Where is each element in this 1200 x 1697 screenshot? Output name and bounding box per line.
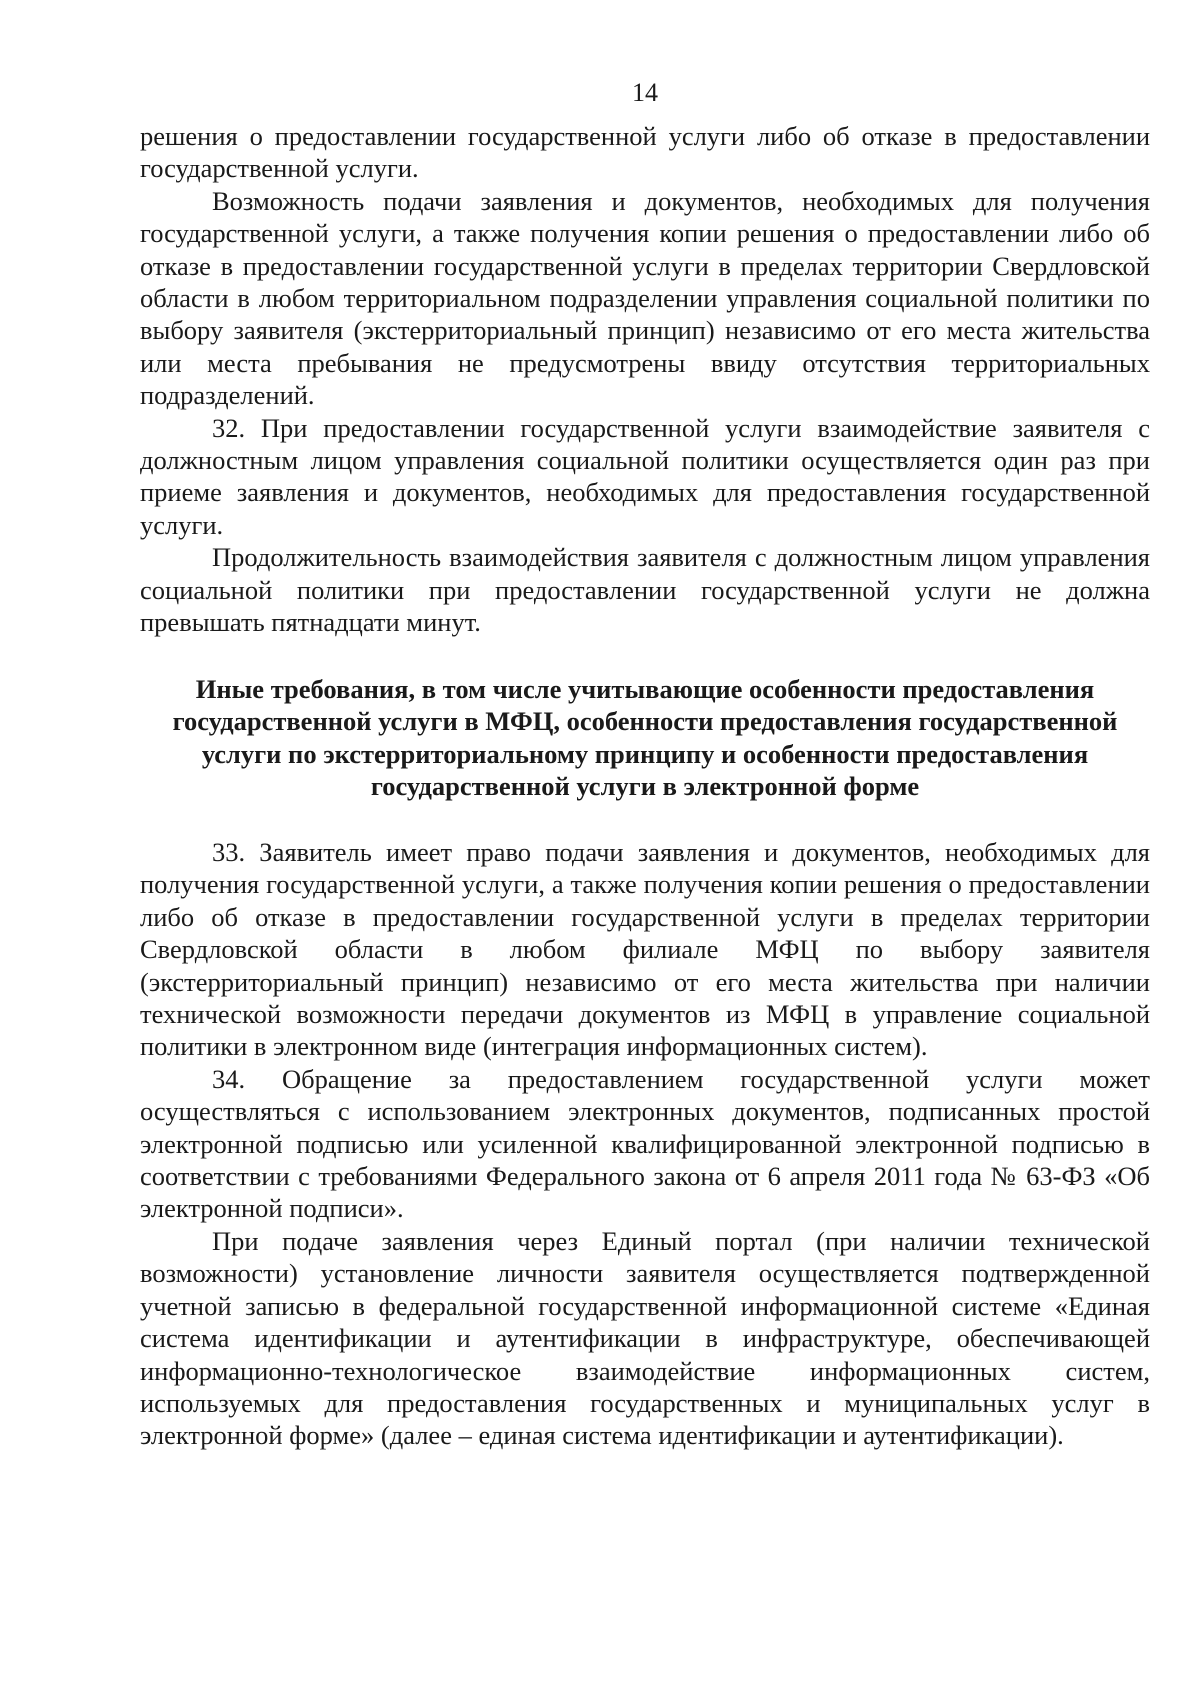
paragraph-34: 34. Обращение за предоставлением государственной услуги может осуществляться с использованием электронных документов, подписанных простой электронной подписью или усиленной квалифицированной электронной подписью в соответствии с требованиями Федерального закона от 6 апреля 2011 года № 63-ФЗ «Об электронной подписи». (140, 1063, 1150, 1224)
paragraph-32: 32. При предоставлении государственной услуги взаимодействие заявителя с должностным лицом управления социальной политики осуществляется один раз при приеме заявления и документов, необходимых для предоставления государственной услуги. (140, 412, 1150, 540)
paragraph-portal: При подаче заявления через Единый портал (при наличии технической возможности) установление личности заявителя осуществляется подтвержденной учетной записью в федеральной государственной информационной системе «Единая система идентификации и аутентификации в инфраструктуре, обеспечивающей информационно-технологическое взаимодействие информационных систем, используемых для предоставления государственных и муниципальных услуг в электронной форме» (далее – единая система идентификации и аутентификации). (140, 1225, 1150, 1451)
paragraph-extraterritorial: Возможность подачи заявления и документов, необходимых для получения государственной услуги, а также получения копии решения о предоставлении либо об отказе в предоставлении государственной услуги в пределах территории Свердловской области в любом территориальном подразделении управления социальной политики по выбору заявителя (экстерриториальный принцип) независимо от его места жительства или места пребывания не предусмотрены ввиду отсутствия территориальных подразделений. (140, 185, 1150, 411)
paragraph-duration: Продолжительность взаимодействия заявителя с должностным лицом управления социальной политики при предоставлении государственной услуги не должна превышать пятнадцати минут. (140, 542, 1150, 638)
bottom-text-block (140, 836, 1150, 1452)
section-heading: Иные требования, в том числе учитывающие особенности предоставления государственной услуги в МФЦ, особенности предоставления государственной услуги по экстерриториальному принципу и особенности предоставления государственной услуги в электронной форме (172, 674, 1118, 802)
paragraph-33: 33. Заявитель имеет право подачи заявления и документов, необходимых для получения государственной услуги, а также получения копии решения о предоставлении либо об отказе в предоставлении государственной услуги в пределах территории Свердловской области в любом филиале МФЦ по выбору заявителя (экстерриториальный принцип) независимо от его места жительства при наличии технической возможности передачи документов из МФЦ в управление социальной политики в электронном виде (интеграция информационных систем). (140, 837, 1150, 1062)
top-text-block (140, 120, 1150, 639)
page-number: 14 (632, 78, 658, 107)
paragraph-continuation: решения о предоставлении государственной услуги либо об отказе в предоставлении государственной услуги. (140, 121, 1150, 184)
